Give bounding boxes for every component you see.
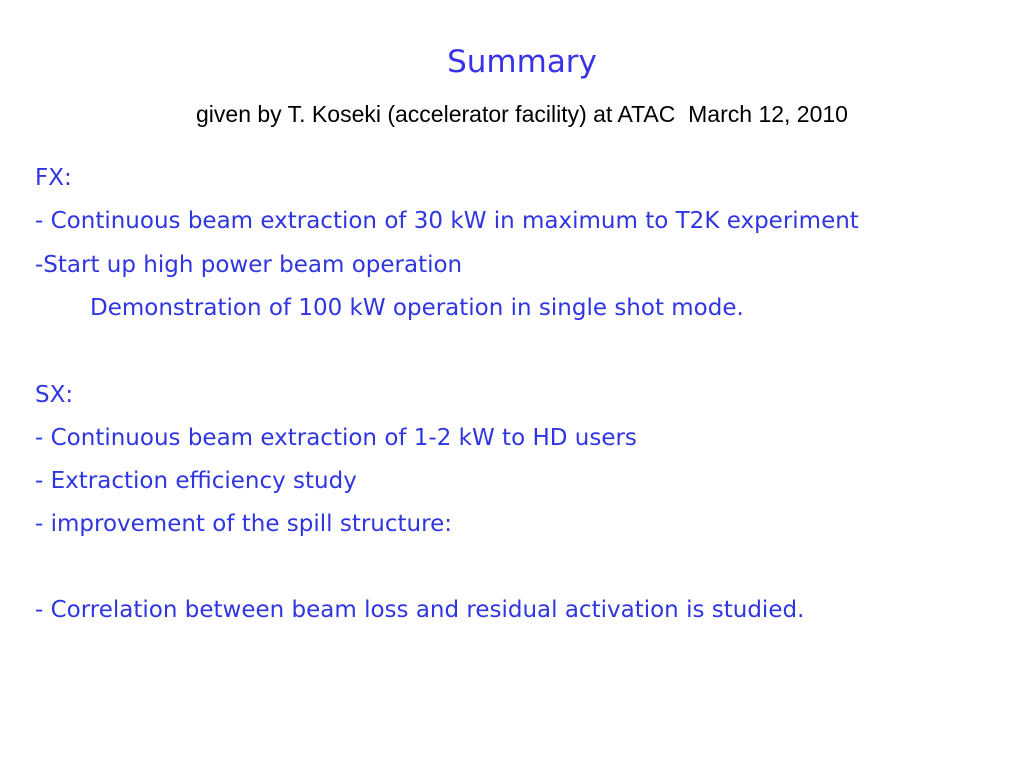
sx-heading: SX: xyxy=(35,382,74,408)
fx-item-demonstration: Demonstration of 100 kW operation in single shot mode. xyxy=(90,295,744,321)
sx-item-spill-structure: - improvement of the spill structure: xyxy=(35,511,452,537)
fx-item-start-up: -Start up high power beam operation xyxy=(35,252,463,278)
conclusion-line: - Correlation between beam loss and residual activation is studied. xyxy=(35,597,805,623)
sx-item-continuous-extraction: - Continuous beam extraction of 1-2 kW to HD users xyxy=(35,425,637,451)
slide-title: Summary xyxy=(447,44,597,80)
sx-item-efficiency-study: - Extraction efficiency study xyxy=(35,468,357,494)
slide-subtitle: given by T. Koseki (accelerator facility) at ATAC March 12, 2010 xyxy=(196,101,848,127)
fx-item-continuous-extraction: - Continuous beam extraction of 30 kW in maximum to T2K experiment xyxy=(35,208,859,234)
fx-heading: FX: xyxy=(35,165,72,191)
